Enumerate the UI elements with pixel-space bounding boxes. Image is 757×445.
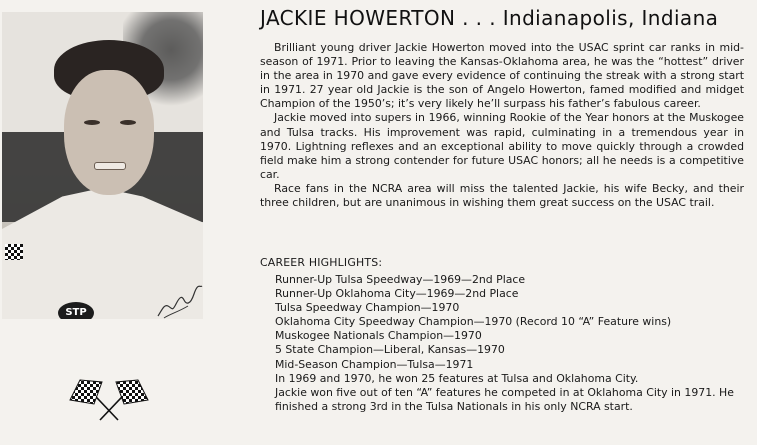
biography-paragraph: Brilliant young driver Jackie Howerton moved into the USAC sprint car ranks in mid-season of 1971. Prior to leaving the Kansas-Oklahoma area, he was the “hottest” driver in the area in 1970 and gave every evidence of continuing the streak with a strong start in 1971. 27 year old Jackie is the son of Angelo Howerton, famed modified and midget Champion of the 1950’s; it’s very likely he’ll surpass his father’s fabulous career. (260, 41, 744, 111)
photo-smile (94, 162, 126, 170)
photo-driver-face (64, 70, 154, 195)
list-item: In 1969 and 1970, he won 25 features at Tulsa and Oklahoma City. (275, 371, 639, 385)
crossed-checkered-flags-icon (66, 378, 152, 422)
stp-badge: STP (58, 302, 94, 319)
driver-portrait-photo (2, 12, 203, 319)
photo-left-eye (84, 120, 100, 125)
list-item: Jackie won five out of ten “A” features he competed in at Oklahoma City in 1971. He finished a strong 3rd in the Tulsa Nationals in his only NCRA start. (275, 385, 734, 413)
biography-paragraph: Race fans in the NCRA area will miss the talented Jackie, his wife Becky, and their three children, but are unanimous in wishing them great success on the USAC trail. (260, 181, 744, 210)
career-highlights-heading: CAREER HIGHLIGHTS: (260, 256, 383, 269)
photo-right-eye (120, 120, 136, 125)
biography-text (260, 41, 744, 210)
list-item: Muskogee Nationals Champion—1970 (275, 329, 482, 343)
career-highlights-list (275, 273, 745, 414)
list-item: Runner-Up Tulsa Speedway—1969—2nd Place (275, 273, 526, 286)
biography-paragraph: Jackie moved into supers in 1966, winning Rookie of the Year honors at the Muskogee and Tulsa tracks. His improvement was rapid, culminating in a tremendous year in 1970. Lightning reflexes and an exceptional ability to move quickly through a crowded field make him a strong contender for future USAC honors; all he needs is a competitive car. (260, 111, 744, 181)
list-item: Mid-Season Champion—Tulsa—1971 (275, 357, 474, 371)
list-item: Runner-Up Oklahoma City—1969—2nd Place (275, 287, 519, 301)
checkered-patch-icon (5, 244, 23, 260)
page-title: JACKIE HOWERTON . . . Indianapolis, Indiana (260, 6, 719, 30)
list-item: 5 State Champion—Liberal, Kansas—1970 (275, 343, 505, 357)
list-item: Oklahoma City Speedway Champion—1970 (Record 10 “A” Feature wins) (275, 315, 672, 329)
list-item: Tulsa Speedway Champion—1970 (275, 301, 460, 315)
autograph-signature (154, 282, 203, 319)
